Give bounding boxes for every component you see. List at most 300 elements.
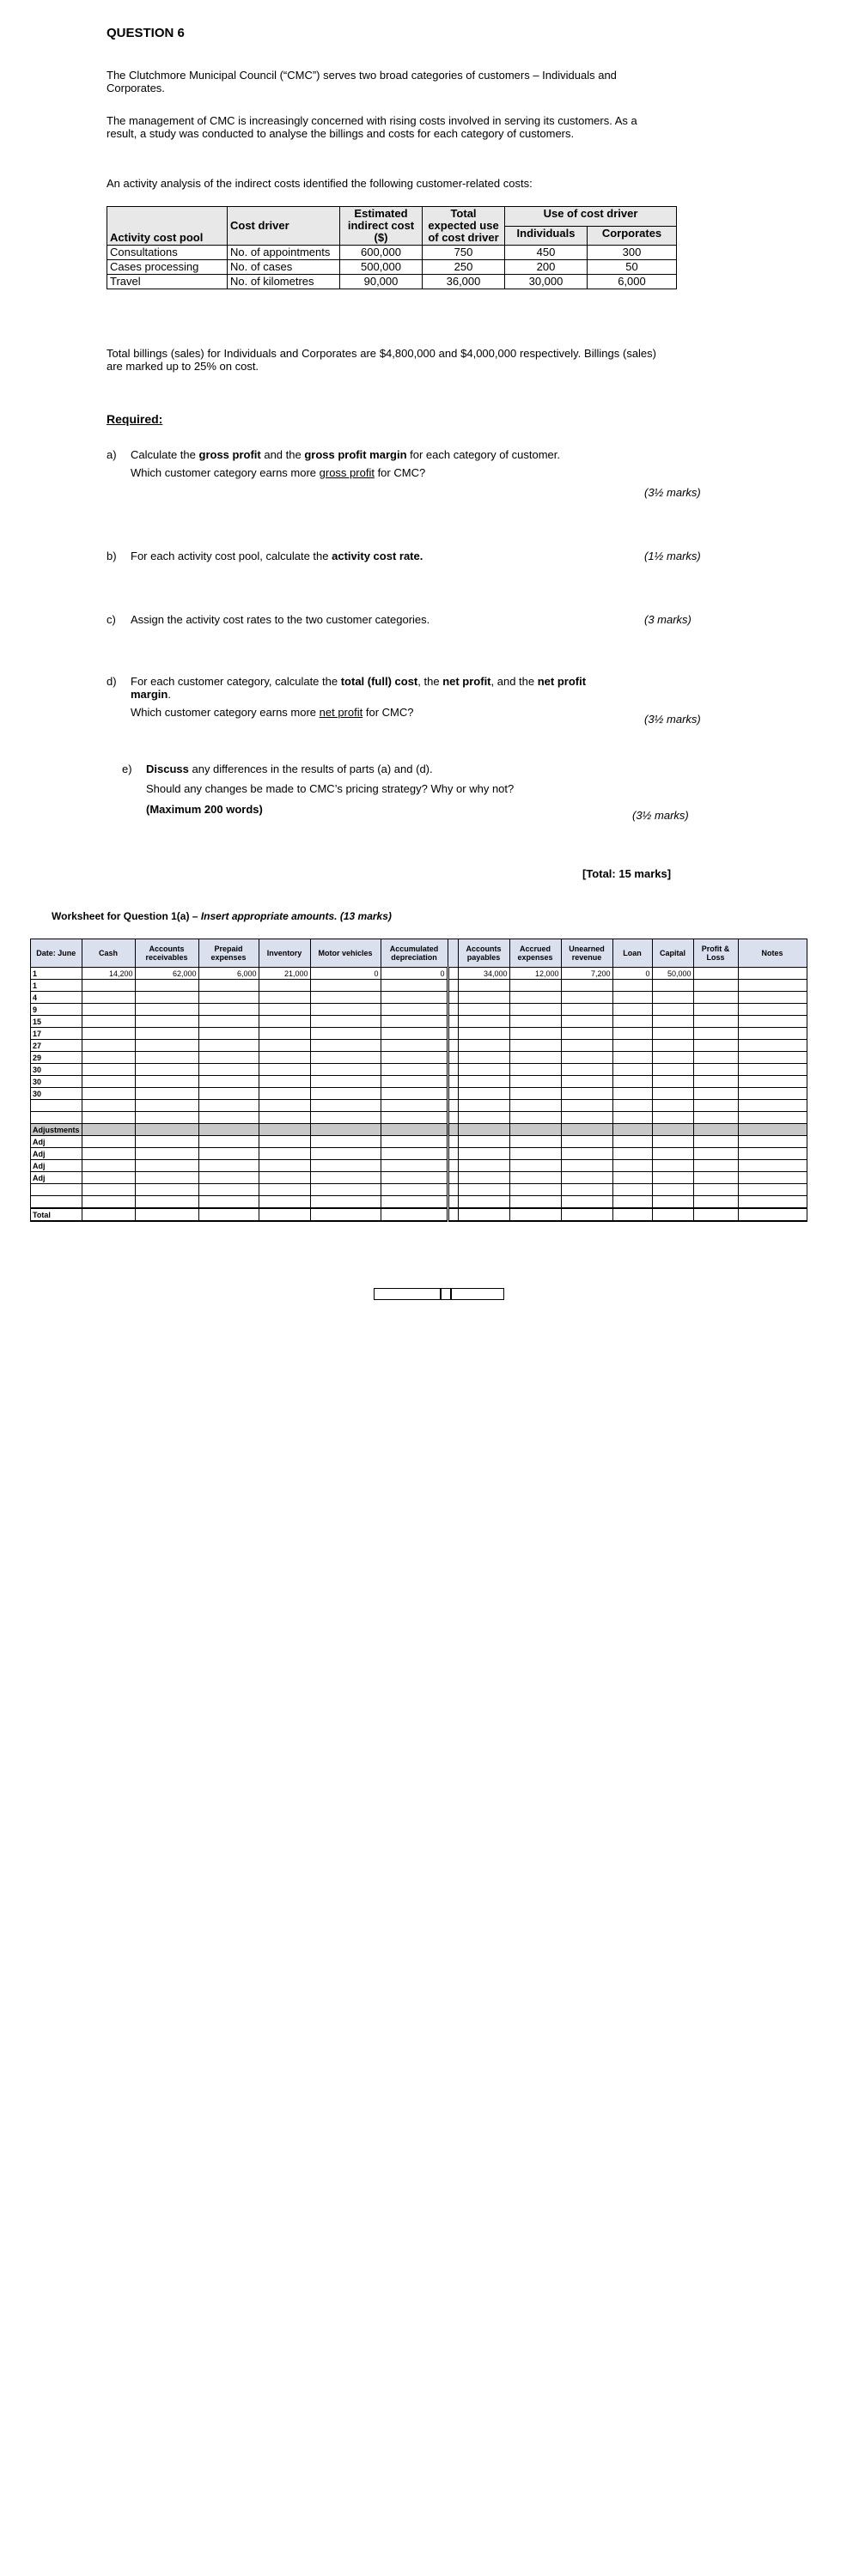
worksheet-cell[interactable] — [738, 992, 807, 1004]
worksheet-cell[interactable] — [198, 992, 259, 1004]
worksheet-cell[interactable] — [612, 1040, 652, 1052]
worksheet-cell[interactable] — [693, 1184, 738, 1196]
worksheet-cell[interactable] — [561, 1004, 612, 1016]
worksheet-cell[interactable] — [738, 1076, 807, 1088]
worksheet-cell[interactable]: 4 — [31, 992, 82, 1004]
worksheet-cell[interactable] — [310, 1184, 381, 1196]
worksheet-cell[interactable] — [198, 1040, 259, 1052]
worksheet-cell[interactable] — [198, 1028, 259, 1040]
worksheet-cell[interactable] — [259, 1076, 310, 1088]
worksheet-cell[interactable]: Adjustments — [31, 1124, 82, 1136]
worksheet-cell[interactable] — [82, 1160, 135, 1172]
worksheet-cell[interactable] — [612, 1028, 652, 1040]
worksheet-cell[interactable] — [135, 1184, 198, 1196]
worksheet-cell[interactable] — [458, 1208, 509, 1221]
worksheet-cell[interactable] — [458, 1196, 509, 1209]
worksheet-cell[interactable] — [259, 1160, 310, 1172]
worksheet-cell[interactable] — [612, 1076, 652, 1088]
worksheet-cell[interactable] — [135, 1028, 198, 1040]
worksheet-cell[interactable] — [381, 1052, 448, 1064]
worksheet-cell[interactable] — [381, 1100, 448, 1112]
worksheet-cell[interactable]: 14,200 — [82, 968, 135, 980]
worksheet-cell[interactable] — [198, 1208, 259, 1221]
worksheet-cell[interactable] — [259, 992, 310, 1004]
worksheet-cell[interactable] — [135, 1172, 198, 1184]
worksheet-cell[interactable]: 12,000 — [509, 968, 561, 980]
worksheet-cell[interactable] — [509, 1028, 561, 1040]
worksheet-cell[interactable] — [561, 1028, 612, 1040]
worksheet-cell[interactable] — [259, 1124, 310, 1136]
worksheet-cell[interactable] — [381, 1184, 448, 1196]
worksheet-cell[interactable] — [381, 1196, 448, 1209]
worksheet-cell[interactable] — [135, 1076, 198, 1088]
worksheet-cell[interactable] — [612, 1208, 652, 1221]
worksheet-cell[interactable] — [693, 992, 738, 1004]
worksheet-cell[interactable] — [693, 1112, 738, 1124]
worksheet-cell[interactable] — [693, 1016, 738, 1028]
worksheet-cell[interactable] — [652, 1196, 693, 1209]
worksheet-cell[interactable] — [738, 1016, 807, 1028]
worksheet-cell[interactable] — [448, 1016, 458, 1028]
worksheet-cell[interactable] — [458, 980, 509, 992]
worksheet-cell[interactable]: 9 — [31, 1004, 82, 1016]
worksheet-cell[interactable] — [448, 1064, 458, 1076]
worksheet-cell[interactable] — [259, 1100, 310, 1112]
worksheet-cell[interactable] — [381, 980, 448, 992]
worksheet-cell[interactable] — [448, 1184, 458, 1196]
worksheet-cell[interactable] — [458, 1040, 509, 1052]
worksheet-cell[interactable] — [310, 1100, 381, 1112]
worksheet-cell[interactable] — [693, 1160, 738, 1172]
worksheet-cell[interactable] — [612, 1172, 652, 1184]
worksheet-cell[interactable] — [509, 1148, 561, 1160]
worksheet-cell[interactable] — [612, 1016, 652, 1028]
worksheet-cell[interactable] — [310, 1028, 381, 1040]
worksheet-cell[interactable] — [135, 992, 198, 1004]
worksheet-cell[interactable] — [509, 1136, 561, 1148]
worksheet-cell[interactable] — [82, 1112, 135, 1124]
worksheet-cell[interactable] — [82, 1184, 135, 1196]
worksheet-cell[interactable] — [135, 1148, 198, 1160]
worksheet-cell[interactable] — [310, 1004, 381, 1016]
worksheet-cell[interactable] — [458, 992, 509, 1004]
worksheet-cell[interactable] — [198, 980, 259, 992]
worksheet-cell[interactable] — [448, 992, 458, 1004]
worksheet-cell[interactable] — [693, 1040, 738, 1052]
worksheet-cell[interactable] — [612, 1136, 652, 1148]
worksheet-cell[interactable] — [310, 1016, 381, 1028]
worksheet-cell[interactable] — [693, 968, 738, 980]
worksheet-cell[interactable] — [135, 1124, 198, 1136]
worksheet-cell[interactable] — [458, 1148, 509, 1160]
worksheet-cell[interactable] — [259, 1028, 310, 1040]
worksheet-cell[interactable] — [381, 1160, 448, 1172]
worksheet-cell[interactable] — [458, 1052, 509, 1064]
worksheet-cell[interactable] — [652, 980, 693, 992]
worksheet-cell[interactable] — [198, 1196, 259, 1209]
worksheet-cell[interactable] — [738, 980, 807, 992]
worksheet-cell[interactable] — [381, 1076, 448, 1088]
worksheet-cell[interactable] — [509, 1100, 561, 1112]
worksheet-cell[interactable] — [693, 1076, 738, 1088]
worksheet-cell[interactable] — [31, 1196, 82, 1209]
worksheet-cell[interactable] — [561, 1100, 612, 1112]
worksheet-cell[interactable] — [310, 1076, 381, 1088]
worksheet-cell[interactable] — [652, 1208, 693, 1221]
worksheet-cell[interactable] — [381, 1136, 448, 1148]
worksheet-cell[interactable]: 21,000 — [259, 968, 310, 980]
worksheet-cell[interactable] — [693, 1124, 738, 1136]
worksheet-cell[interactable] — [561, 980, 612, 992]
worksheet-cell[interactable] — [612, 1160, 652, 1172]
worksheet-cell[interactable] — [561, 1088, 612, 1100]
worksheet-cell[interactable]: 1 — [31, 968, 82, 980]
worksheet-cell[interactable] — [82, 980, 135, 992]
worksheet-cell[interactable] — [259, 1148, 310, 1160]
worksheet-cell[interactable] — [561, 1076, 612, 1088]
worksheet-cell[interactable] — [561, 1124, 612, 1136]
worksheet-cell[interactable] — [738, 1064, 807, 1076]
worksheet-cell[interactable] — [448, 1004, 458, 1016]
worksheet-cell[interactable] — [448, 1112, 458, 1124]
worksheet-cell[interactable] — [381, 1040, 448, 1052]
worksheet-cell[interactable] — [310, 992, 381, 1004]
worksheet-cell[interactable] — [693, 1088, 738, 1100]
worksheet-cell[interactable] — [198, 1112, 259, 1124]
worksheet-cell[interactable] — [259, 1040, 310, 1052]
worksheet-cell[interactable] — [82, 1016, 135, 1028]
worksheet-cell[interactable] — [509, 1172, 561, 1184]
worksheet-cell[interactable] — [612, 1148, 652, 1160]
worksheet-cell[interactable]: 50,000 — [652, 968, 693, 980]
worksheet-cell[interactable] — [738, 1052, 807, 1064]
worksheet-cell[interactable] — [612, 992, 652, 1004]
worksheet-cell[interactable] — [458, 1088, 509, 1100]
worksheet-cell[interactable] — [448, 1172, 458, 1184]
worksheet-cell[interactable] — [458, 1004, 509, 1016]
worksheet-cell[interactable] — [652, 1172, 693, 1184]
worksheet-cell[interactable]: 62,000 — [135, 968, 198, 980]
worksheet-cell[interactable] — [458, 1136, 509, 1148]
worksheet-cell[interactable] — [652, 1160, 693, 1172]
worksheet-cell[interactable] — [448, 1124, 458, 1136]
worksheet-cell[interactable] — [310, 1064, 381, 1076]
worksheet-cell[interactable] — [612, 980, 652, 992]
worksheet-cell[interactable] — [738, 1160, 807, 1172]
worksheet-cell[interactable] — [381, 1208, 448, 1221]
worksheet-cell[interactable] — [509, 1052, 561, 1064]
worksheet-cell[interactable] — [259, 1208, 310, 1221]
worksheet-cell[interactable] — [509, 1184, 561, 1196]
worksheet-cell[interactable] — [135, 1112, 198, 1124]
worksheet-cell[interactable] — [652, 1064, 693, 1076]
worksheet-cell[interactable] — [448, 980, 458, 992]
worksheet-cell[interactable] — [652, 1136, 693, 1148]
worksheet-cell[interactable] — [738, 1136, 807, 1148]
worksheet-cell[interactable] — [458, 1160, 509, 1172]
worksheet-cell[interactable] — [135, 1040, 198, 1052]
worksheet-cell[interactable] — [612, 1088, 652, 1100]
worksheet-cell[interactable] — [310, 1172, 381, 1184]
worksheet-cell[interactable] — [135, 1016, 198, 1028]
worksheet-cell[interactable]: Adj — [31, 1136, 82, 1148]
worksheet-cell[interactable] — [561, 1160, 612, 1172]
worksheet-cell[interactable] — [82, 1100, 135, 1112]
worksheet-cell[interactable] — [652, 1184, 693, 1196]
worksheet-cell[interactable] — [381, 1148, 448, 1160]
worksheet-cell[interactable] — [458, 1172, 509, 1184]
worksheet-cell[interactable] — [652, 1088, 693, 1100]
worksheet-cell[interactable] — [448, 1208, 458, 1221]
worksheet-cell[interactable]: 17 — [31, 1028, 82, 1040]
worksheet-cell[interactable] — [381, 992, 448, 1004]
worksheet-cell[interactable] — [198, 1088, 259, 1100]
worksheet-cell[interactable] — [82, 992, 135, 1004]
worksheet-cell[interactable] — [259, 1196, 310, 1209]
worksheet-cell[interactable] — [652, 1124, 693, 1136]
worksheet-cell[interactable] — [652, 1100, 693, 1112]
worksheet-cell[interactable] — [561, 1136, 612, 1148]
worksheet-cell[interactable]: 30 — [31, 1088, 82, 1100]
worksheet-cell[interactable] — [693, 1196, 738, 1209]
worksheet-cell[interactable]: 7,200 — [561, 968, 612, 980]
worksheet-cell[interactable] — [561, 1184, 612, 1196]
worksheet-cell[interactable] — [738, 1196, 807, 1209]
worksheet-cell[interactable] — [652, 992, 693, 1004]
worksheet-cell[interactable] — [259, 1136, 310, 1148]
worksheet-cell[interactable] — [310, 1124, 381, 1136]
worksheet-cell[interactable] — [259, 1064, 310, 1076]
worksheet-cell[interactable] — [458, 1184, 509, 1196]
worksheet-cell[interactable] — [738, 1124, 807, 1136]
worksheet-cell[interactable] — [448, 1160, 458, 1172]
worksheet-cell[interactable] — [259, 1112, 310, 1124]
worksheet-cell[interactable] — [693, 1052, 738, 1064]
worksheet-cell[interactable] — [561, 992, 612, 1004]
worksheet-cell[interactable] — [561, 1064, 612, 1076]
worksheet-cell[interactable] — [693, 1028, 738, 1040]
worksheet-cell[interactable] — [509, 1004, 561, 1016]
worksheet-cell[interactable] — [259, 1088, 310, 1100]
worksheet-cell[interactable] — [612, 1124, 652, 1136]
worksheet-cell[interactable] — [310, 1088, 381, 1100]
worksheet-cell[interactable] — [612, 1196, 652, 1209]
worksheet-cell[interactable] — [135, 1196, 198, 1209]
worksheet-cell[interactable]: 27 — [31, 1040, 82, 1052]
worksheet-cell[interactable] — [82, 1064, 135, 1076]
worksheet-cell[interactable]: 30 — [31, 1076, 82, 1088]
worksheet-cell[interactable] — [652, 1148, 693, 1160]
worksheet-cell[interactable] — [82, 1136, 135, 1148]
worksheet-cell[interactable] — [310, 1136, 381, 1148]
worksheet-cell[interactable]: 30 — [31, 1064, 82, 1076]
worksheet-cell[interactable] — [82, 1052, 135, 1064]
worksheet-cell[interactable] — [198, 1016, 259, 1028]
worksheet-cell[interactable] — [448, 1100, 458, 1112]
worksheet-cell[interactable] — [135, 1004, 198, 1016]
worksheet-cell[interactable] — [82, 1028, 135, 1040]
worksheet-cell[interactable] — [82, 1088, 135, 1100]
worksheet-cell[interactable] — [310, 980, 381, 992]
worksheet-cell[interactable] — [135, 1088, 198, 1100]
worksheet-cell[interactable] — [135, 1052, 198, 1064]
worksheet-cell[interactable] — [738, 1112, 807, 1124]
worksheet-cell[interactable] — [31, 1184, 82, 1196]
worksheet-cell[interactable] — [82, 1172, 135, 1184]
worksheet-cell[interactable]: 0 — [612, 968, 652, 980]
worksheet-cell[interactable] — [509, 1076, 561, 1088]
worksheet-cell[interactable] — [693, 1208, 738, 1221]
worksheet-cell[interactable] — [738, 1040, 807, 1052]
worksheet-cell[interactable] — [259, 1004, 310, 1016]
worksheet-cell[interactable] — [509, 1196, 561, 1209]
worksheet-cell[interactable]: 34,000 — [458, 968, 509, 980]
worksheet-cell[interactable] — [259, 1172, 310, 1184]
worksheet-cell[interactable] — [82, 1076, 135, 1088]
worksheet-cell[interactable] — [310, 1112, 381, 1124]
worksheet-cell[interactable] — [381, 1028, 448, 1040]
worksheet-cell[interactable] — [509, 1124, 561, 1136]
worksheet-cell[interactable] — [82, 1148, 135, 1160]
worksheet-cell[interactable] — [448, 1136, 458, 1148]
worksheet-cell[interactable] — [458, 1100, 509, 1112]
worksheet-cell[interactable] — [448, 1148, 458, 1160]
worksheet-cell[interactable] — [310, 1160, 381, 1172]
worksheet-cell[interactable] — [135, 1100, 198, 1112]
worksheet-cell[interactable] — [652, 1112, 693, 1124]
worksheet-cell[interactable] — [448, 1076, 458, 1088]
worksheet-cell[interactable] — [458, 1112, 509, 1124]
worksheet-cell[interactable] — [458, 1016, 509, 1028]
worksheet-cell[interactable] — [652, 1040, 693, 1052]
worksheet-cell[interactable] — [448, 1028, 458, 1040]
worksheet-cell[interactable]: 1 — [31, 980, 82, 992]
worksheet-cell[interactable] — [612, 1064, 652, 1076]
worksheet-cell[interactable] — [198, 1052, 259, 1064]
worksheet-cell[interactable] — [198, 1160, 259, 1172]
worksheet-cell[interactable] — [381, 1088, 448, 1100]
worksheet-cell[interactable] — [693, 1172, 738, 1184]
worksheet-cell[interactable] — [198, 1148, 259, 1160]
worksheet-cell[interactable] — [310, 1208, 381, 1221]
worksheet-cell[interactable] — [259, 1052, 310, 1064]
worksheet-cell[interactable] — [458, 1124, 509, 1136]
worksheet-cell[interactable] — [381, 1124, 448, 1136]
worksheet-cell[interactable] — [31, 1100, 82, 1112]
worksheet-cell[interactable]: 29 — [31, 1052, 82, 1064]
worksheet-cell[interactable] — [198, 1064, 259, 1076]
worksheet-cell[interactable] — [198, 1076, 259, 1088]
worksheet-cell[interactable] — [198, 1184, 259, 1196]
worksheet-cell[interactable] — [381, 1112, 448, 1124]
worksheet-cell[interactable] — [738, 1148, 807, 1160]
worksheet-cell[interactable] — [31, 1112, 82, 1124]
worksheet-cell[interactable] — [561, 1208, 612, 1221]
worksheet-cell[interactable] — [82, 1196, 135, 1209]
worksheet-cell[interactable] — [310, 1040, 381, 1052]
worksheet-cell[interactable] — [561, 1196, 612, 1209]
worksheet-cell[interactable]: Total — [31, 1208, 82, 1221]
worksheet-cell[interactable]: 0 — [310, 968, 381, 980]
worksheet-cell[interactable] — [738, 1028, 807, 1040]
worksheet-cell[interactable] — [448, 1196, 458, 1209]
worksheet-cell[interactable] — [381, 1172, 448, 1184]
worksheet-cell[interactable] — [310, 1052, 381, 1064]
worksheet-cell[interactable] — [458, 1028, 509, 1040]
worksheet-cell[interactable] — [652, 1004, 693, 1016]
worksheet-cell[interactable] — [509, 1064, 561, 1076]
worksheet-cell[interactable] — [652, 1016, 693, 1028]
worksheet-cell[interactable] — [509, 1160, 561, 1172]
worksheet-cell[interactable] — [738, 1088, 807, 1100]
worksheet-cell[interactable] — [652, 1052, 693, 1064]
worksheet-cell[interactable] — [310, 1196, 381, 1209]
worksheet-cell[interactable] — [135, 980, 198, 992]
worksheet-cell[interactable] — [310, 1148, 381, 1160]
worksheet-cell[interactable] — [509, 1088, 561, 1100]
worksheet-cell[interactable]: Adj — [31, 1148, 82, 1160]
worksheet-cell[interactable] — [381, 1016, 448, 1028]
worksheet-cell[interactable] — [458, 1076, 509, 1088]
worksheet-cell[interactable] — [198, 1100, 259, 1112]
worksheet-cell[interactable] — [509, 980, 561, 992]
worksheet-cell[interactable]: 6,000 — [198, 968, 259, 980]
worksheet-cell[interactable] — [259, 980, 310, 992]
worksheet-cell[interactable] — [693, 1004, 738, 1016]
worksheet-cell[interactable] — [561, 1040, 612, 1052]
worksheet-cell[interactable] — [612, 1052, 652, 1064]
worksheet-cell[interactable] — [693, 1148, 738, 1160]
worksheet-cell[interactable] — [509, 1040, 561, 1052]
worksheet-cell[interactable] — [561, 1148, 612, 1160]
worksheet-cell[interactable] — [561, 1016, 612, 1028]
worksheet-cell[interactable] — [198, 1124, 259, 1136]
worksheet-cell[interactable] — [561, 1112, 612, 1124]
worksheet-cell[interactable] — [448, 1052, 458, 1064]
worksheet-cell[interactable] — [738, 968, 807, 980]
worksheet-cell[interactable] — [198, 1136, 259, 1148]
worksheet-cell[interactable] — [652, 1028, 693, 1040]
worksheet-cell[interactable] — [509, 992, 561, 1004]
worksheet-cell[interactable] — [738, 1172, 807, 1184]
worksheet-cell[interactable] — [135, 1064, 198, 1076]
worksheet-cell[interactable] — [509, 1112, 561, 1124]
worksheet-cell[interactable] — [693, 1064, 738, 1076]
worksheet-cell[interactable] — [612, 1004, 652, 1016]
worksheet-cell[interactable] — [652, 1076, 693, 1088]
worksheet-cell[interactable] — [738, 1208, 807, 1221]
worksheet-cell[interactable] — [135, 1208, 198, 1221]
worksheet-cell[interactable] — [82, 1124, 135, 1136]
worksheet-cell[interactable] — [198, 1004, 259, 1016]
worksheet-cell[interactable] — [82, 1004, 135, 1016]
worksheet-cell[interactable] — [448, 1040, 458, 1052]
worksheet-cell[interactable] — [612, 1100, 652, 1112]
worksheet-cell[interactable] — [561, 1172, 612, 1184]
worksheet-cell[interactable] — [561, 1052, 612, 1064]
worksheet-cell[interactable] — [82, 1040, 135, 1052]
worksheet-cell[interactable] — [693, 980, 738, 992]
worksheet-cell[interactable]: 0 — [381, 968, 448, 980]
worksheet-cell[interactable] — [135, 1136, 198, 1148]
worksheet-cell[interactable] — [259, 1016, 310, 1028]
worksheet-cell[interactable] — [259, 1184, 310, 1196]
worksheet-cell[interactable] — [612, 1184, 652, 1196]
worksheet-cell[interactable]: 15 — [31, 1016, 82, 1028]
worksheet-cell[interactable] — [458, 1064, 509, 1076]
worksheet-cell[interactable] — [738, 1100, 807, 1112]
worksheet-cell[interactable] — [693, 1136, 738, 1148]
